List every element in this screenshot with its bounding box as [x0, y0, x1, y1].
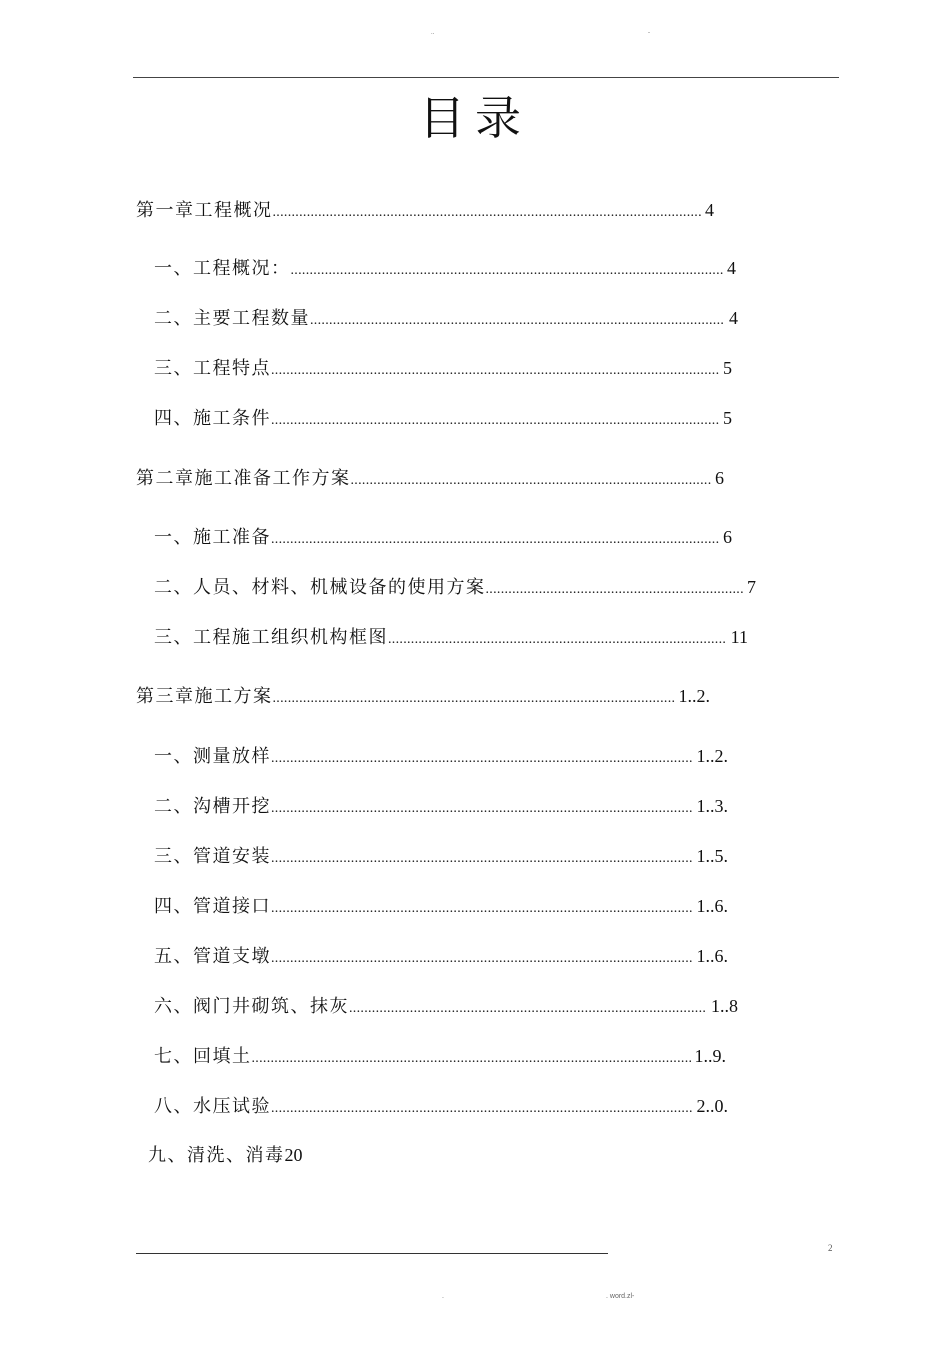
toc-leader [271, 851, 693, 867]
toc-entry-label: 第三章施工方案 [136, 686, 273, 707]
page-title: 目录 [419, 91, 531, 145]
toc-entry-label: 二、主要工程数量 [154, 308, 310, 329]
toc-entry-page: 1..6. [696, 946, 728, 966]
toc-entry-3-9[interactable] [148, 1141, 303, 1167]
toc-leader [271, 951, 693, 967]
toc-leader [273, 205, 702, 221]
toc-entry-label: 六、阀门井砌筑、抹灰 [154, 996, 349, 1017]
header-rule [133, 77, 839, 78]
toc-entry-2-3[interactable] [154, 623, 748, 649]
toc-entry-1-2[interactable] [154, 304, 738, 330]
toc-entry-label: 三、管道安装 [154, 846, 271, 867]
toc-entry-3-6[interactable] [154, 992, 738, 1018]
toc-entry-page: 1..9. [694, 1046, 726, 1066]
toc-entry-page: 7 [747, 577, 756, 597]
toc-leader [271, 801, 693, 817]
toc-entry-page: 1..3. [696, 796, 728, 816]
toc-entry-label: 八、水压试验 [154, 1096, 271, 1117]
toc-leader [486, 582, 744, 598]
toc-entry-page: 4 [727, 258, 736, 278]
toc-entry-2-2[interactable] [154, 573, 756, 599]
toc-entry-label: 九、清洗、消毒 [148, 1145, 285, 1166]
toc-entry-label: 七、回填土 [154, 1046, 252, 1067]
toc-leader [271, 363, 719, 379]
toc-entry-label: 四、施工条件 [154, 408, 271, 429]
toc-entry-label: 一、测量放样 [154, 746, 271, 767]
toc-entry-label: 三、工程施工组织机构框图 [154, 627, 388, 648]
toc-entry-page: 11 [730, 627, 748, 647]
footer-watermark: . word.zl- [606, 1293, 635, 1300]
toc-leader [271, 532, 719, 548]
toc-entry-label: 五、管道支墩 [154, 946, 271, 967]
toc-entry-label: 二、人员、材料、机械设备的使用方案 [154, 577, 486, 598]
toc-leader [351, 473, 712, 489]
footer-dot: . [442, 1293, 444, 1300]
toc-leader [271, 1101, 693, 1117]
toc-entry-page: 5 [723, 408, 732, 428]
toc-entry-page: 6 [715, 468, 724, 488]
toc-entry-page: 4 [705, 200, 714, 220]
toc-entry-label: 第二章施工准备工作方案 [136, 468, 351, 489]
toc-entry-label: 四、管道接口 [154, 896, 271, 917]
toc-entry-page: 5 [723, 358, 732, 378]
toc-entry-page: 1..5. [696, 846, 728, 866]
toc-leader [271, 413, 719, 429]
toc-entry-label: 三、工程特点 [154, 358, 271, 379]
toc-entry-label: 一、工程概况： [154, 258, 291, 279]
page-number: 2 [828, 1243, 833, 1253]
toc-entry-3-2[interactable] [154, 792, 728, 818]
toc-entry-label: 第一章工程概况 [136, 200, 273, 221]
toc-entry-3-8[interactable] [154, 1092, 728, 1118]
toc-leader [310, 313, 725, 329]
toc-entry-page: 1..2. [678, 686, 710, 706]
toc-entry-page: 4 [729, 308, 738, 328]
toc-entry-label: 二、沟槽开挖 [154, 796, 271, 817]
toc-entry-page: 6 [723, 527, 732, 547]
toc-entry-page: 20 [284, 1145, 303, 1165]
toc-entry-3-4[interactable] [154, 892, 728, 918]
toc-entry-label: 一、施工准备 [154, 527, 271, 548]
toc-entry-chapter-3[interactable] [136, 682, 710, 708]
toc-leader [349, 1001, 707, 1017]
toc-entry-3-3[interactable] [154, 842, 728, 868]
toc-entry-page: 2..0. [696, 1096, 728, 1116]
footer-rule [136, 1253, 608, 1254]
toc-leader [271, 901, 693, 917]
toc-leader [291, 263, 724, 279]
toc-entry-2-1[interactable] [154, 523, 732, 549]
toc-leader [388, 632, 727, 648]
toc-entry-3-7[interactable] [154, 1042, 726, 1068]
header-mark-right: - [648, 30, 650, 36]
toc-leader [273, 691, 675, 707]
toc-entry-chapter-1[interactable] [136, 196, 714, 222]
toc-leader [252, 1051, 691, 1067]
toc-entry-page: 1..6. [696, 896, 728, 916]
toc-entry-3-1[interactable] [154, 742, 728, 768]
toc-entry-1-1[interactable] [154, 254, 736, 280]
toc-entry-3-5[interactable] [154, 942, 728, 968]
toc-entry-page: 1..2. [696, 746, 728, 766]
toc-entry-1-4[interactable] [154, 404, 732, 430]
toc-leader [271, 751, 693, 767]
toc-entry-page: 1..8 [711, 996, 738, 1016]
toc-entry-1-3[interactable] [154, 354, 732, 380]
toc-entry-chapter-2[interactable] [136, 464, 724, 490]
header-mark-left: .. [431, 30, 435, 36]
